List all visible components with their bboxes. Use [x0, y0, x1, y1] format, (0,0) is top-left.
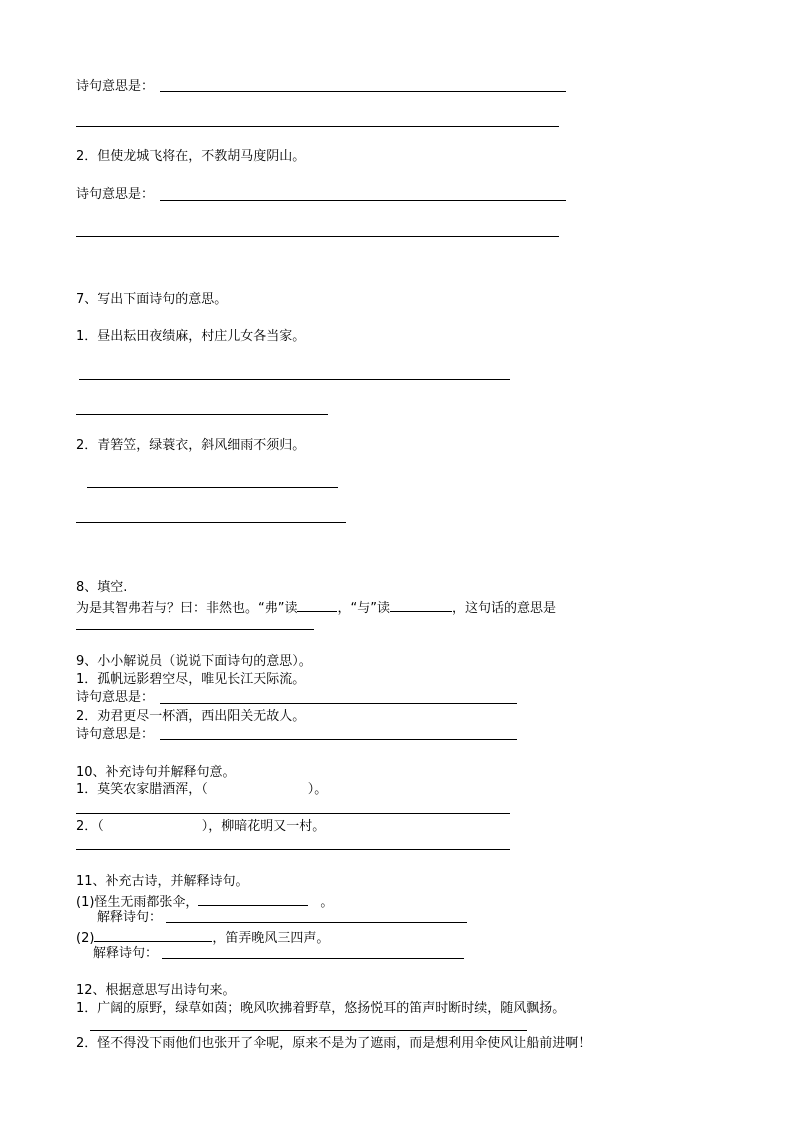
question-text: 1．广阔的原野，绿草如茵；晚风吹拂着野草，悠扬悦耳的笛声时断时续，随风飘扬。 — [76, 1001, 566, 1016]
text-segment: ）。 — [307, 782, 328, 797]
answer-line[interactable] — [166, 922, 467, 923]
answer-line[interactable] — [160, 200, 566, 201]
blank-input[interactable] — [94, 928, 212, 942]
answer-line[interactable] — [160, 739, 517, 740]
question-text: 2．怪不得没下雨他们也张开了伞呢，原来不是为了遮雨，而是想利用伞使风让船前进啊！ — [76, 1036, 592, 1051]
blank-input[interactable] — [297, 598, 337, 612]
question-text: 2．但使龙城飞将在，不教胡马度阴山。 — [76, 149, 306, 164]
answer-line[interactable] — [87, 487, 338, 488]
section-title: 9、小小解说员（说说下面诗句的意思）。 — [76, 654, 312, 669]
fill-blank-line — [76, 598, 556, 617]
text-segment: 1．莫笑农家腊酒浑，（ — [76, 782, 208, 797]
meaning-label: 诗句意思是： — [76, 79, 155, 94]
answer-line[interactable] — [76, 236, 559, 237]
text-segment: 。 — [320, 895, 334, 910]
section-title: 10、补充诗句并解释句意。 — [76, 765, 236, 780]
text-segment: ，笛弄晚风三四声。 — [212, 931, 330, 946]
section-title: 8、填空. — [76, 580, 128, 595]
section-title: 12、根据意思写出诗句来。 — [76, 983, 236, 998]
answer-line[interactable] — [76, 414, 328, 415]
fill-blank-line — [76, 928, 329, 947]
answer-line[interactable] — [76, 126, 559, 127]
text-segment: ，“与”读 — [337, 601, 390, 616]
explain-label: 解释诗句： — [97, 910, 163, 925]
answer-line[interactable] — [90, 1030, 527, 1031]
fill-blank-line — [76, 819, 325, 835]
text-segment: 2．（ — [76, 819, 104, 834]
question-text: 1．孤帆远影碧空尽，唯见长江天际流。 — [76, 672, 306, 687]
question-text: 2．劝君更尽一杯酒，西出阳关无故人。 — [76, 709, 306, 724]
question-text: 1．昼出耘田夜绩麻，村庄儿女各当家。 — [76, 329, 306, 344]
answer-line[interactable] — [160, 703, 517, 704]
answer-line[interactable] — [76, 629, 314, 630]
meaning-label: 诗句意思是： — [76, 187, 155, 202]
section-title: 11、补充古诗，并解释诗句。 — [76, 874, 249, 889]
answer-line[interactable] — [162, 958, 464, 959]
answer-line[interactable] — [79, 379, 510, 380]
fill-blank-line — [76, 782, 327, 798]
question-text: 2．青箬笠，绿蓑衣，斜风细雨不须归。 — [76, 438, 306, 453]
text-segment: 为是其智弗若与？曰：非然也。“弗”读 — [76, 601, 298, 616]
text-segment: (1)怪生无雨都张伞， — [76, 895, 199, 910]
meaning-label: 诗句意思是： — [76, 727, 155, 742]
answer-line[interactable] — [76, 849, 510, 850]
fill-blank-line — [76, 892, 333, 911]
text-segment: ），柳暗花明又一村。 — [201, 819, 326, 834]
text-segment: ，这句话的意思是 — [451, 601, 556, 616]
answer-line[interactable] — [76, 813, 510, 814]
answer-line[interactable] — [76, 522, 346, 523]
answer-line[interactable] — [160, 91, 566, 92]
blank-input[interactable] — [198, 892, 308, 906]
explain-label: 解释诗句： — [93, 946, 159, 961]
section-title: 7、写出下面诗句的意思。 — [76, 292, 228, 307]
meaning-label: 诗句意思是： — [76, 690, 155, 705]
text-segment: (2) — [76, 931, 95, 946]
blank-input[interactable] — [390, 598, 452, 612]
